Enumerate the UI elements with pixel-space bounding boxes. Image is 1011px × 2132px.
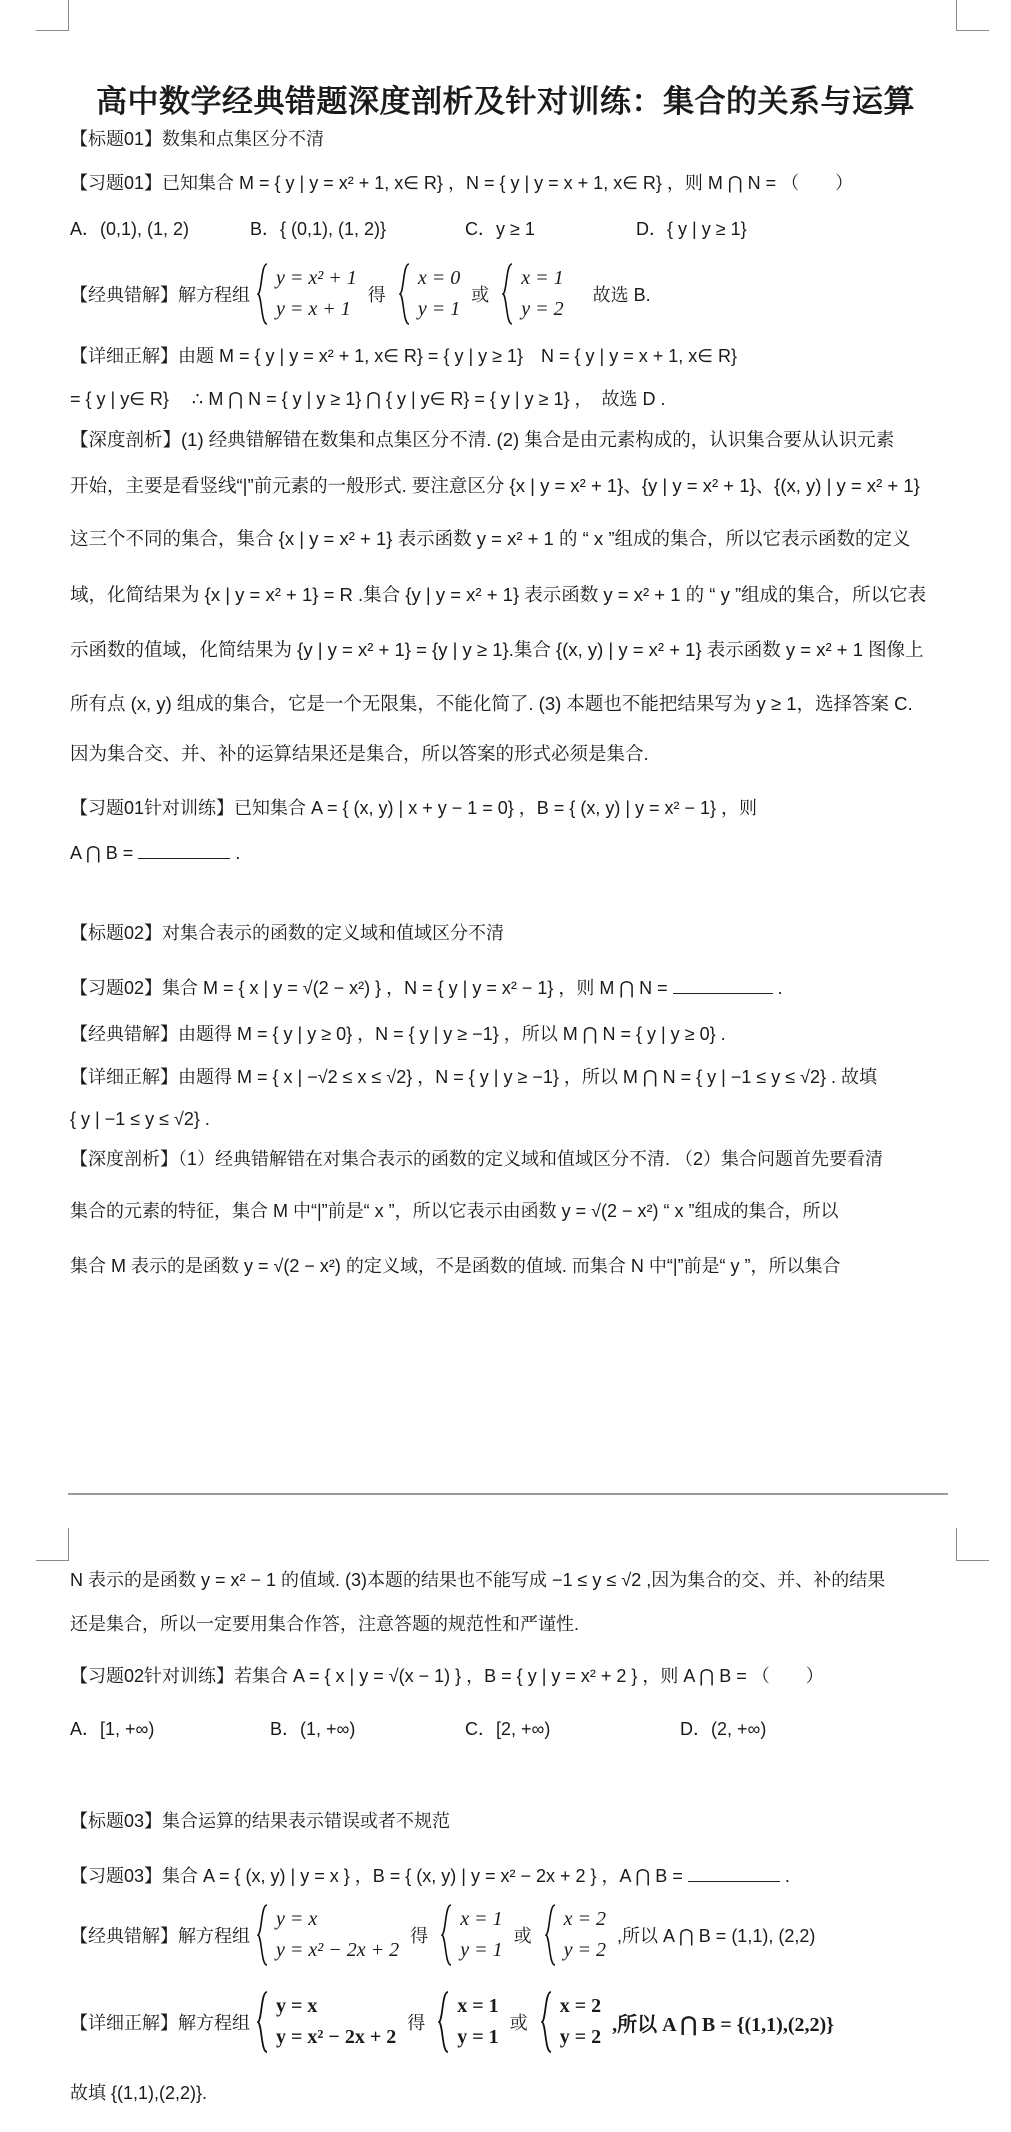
detail-solution-01-line1: 【详细正解】由题 M = { y | y = x² + 1, x∈ R} = { y | y ≥ 1} N = { y | y = x + 1, x∈ R} — [70, 346, 737, 366]
deep-analysis-01-line: 【深度剖析】(1) 经典错解错在数集和点集区分不清. (2) 集合是由元素构成的，认识集合要从认识元素 — [70, 429, 895, 450]
detail-solution-02-line1: 【详细正解】由题得 M = { x | −√2 ≤ x ≤ √2} ，N = { y | y ≥ −1} ，所以 M ⋂ N = { y | −1 ≤ y ≤ √2} . 故填 — [70, 1067, 878, 1087]
or-text: 或 — [513, 1926, 532, 1946]
solution-row: x = 1 — [521, 267, 564, 289]
option-b: B．{ (0,1), (1, 2)} — [250, 219, 387, 239]
detail-solution-01-line2: = { y | y∈ R} ∴ M ⋂ N = { y | y ≥ 1} ⋂ { y | y∈ R} = { y | y ≥ 1} ， 故选 D . — [70, 389, 666, 409]
solution-2 — [521, 263, 563, 325]
equation-row: y = x — [276, 1908, 318, 1930]
page-divider — [68, 1493, 948, 1495]
deep-analysis-02-line: 集合的元素的特征，集合 M 中“|”前是“ x ”，所以它表示由函数 y = √(2 − x²) “ x ”组成的集合，所以 — [70, 1201, 839, 1221]
left-brace-icon — [502, 262, 514, 326]
get-text: 得 — [367, 285, 386, 305]
left-brace-icon — [257, 262, 269, 326]
solution-row: y = 2 — [559, 2026, 602, 2048]
solution-row: y = 2 — [521, 298, 564, 320]
exercise-01: 【习题01】已知集合 M = { y | y = x² + 1, x∈ R} ，N = { y | y = x + 1, x∈ R} ，则 M ⋂ N = （ ） — [70, 173, 854, 193]
margin-corner-top-right — [956, 1528, 989, 1561]
left-brace-icon — [399, 262, 411, 326]
equation-row: y = x² + 1 — [276, 267, 357, 289]
get-text: 得 — [407, 2013, 426, 2033]
detail-solution-03 — [70, 1990, 840, 2054]
solution-1 — [418, 263, 460, 325]
deep-analysis-01-line: 因为集合交、并、补的运算结果还是集合，所以答案的形式必须是集合. — [70, 743, 649, 764]
option-d: D．(2, +∞) — [680, 1719, 767, 1739]
equation-system — [276, 1991, 396, 2053]
classic-wrong-solution-03 — [70, 1903, 821, 1967]
margin-corner-top-right — [956, 0, 989, 31]
or-text: 或 — [471, 285, 490, 305]
heading-02: 【标题02】对集合表示的函数的定义域和值域区分不清 — [70, 923, 505, 943]
equation-row: y = x² − 2x + 2 — [276, 1939, 400, 1961]
training-01-line2: A ⋂ B = . — [70, 840, 950, 865]
solution-row: y = 2 — [563, 1939, 606, 1961]
heading-03: 【标题03】集合运算的结果表示错误或者不规范 — [70, 1811, 451, 1831]
option-c: C．[2, +∞) — [465, 1719, 551, 1739]
solution-row: x = 2 — [559, 1995, 602, 2017]
left-brace-icon — [541, 1990, 553, 2054]
left-brace-icon — [441, 1903, 453, 1967]
final-answer-03: 故填 {(1,1),(2,2)}. — [70, 2083, 208, 2103]
deep-analysis-01-line: 示函数的值域，化简结果为 {y | y = x² + 1} = {y | y ≥ 1}.集合 {(x, y) | y = x² + 1} 表示函数 y = x² + 1 图像上 — [70, 639, 924, 660]
solution-row: y = 1 — [417, 298, 461, 320]
solution-1 — [460, 1904, 502, 1966]
equation-row: y = x² − 2x + 2 — [276, 2026, 397, 2048]
or-text: 或 — [509, 2013, 528, 2033]
page-2 — [0, 1525, 1011, 2132]
training-01-line1: 【习题01针对训练】已知集合 A = { (x, y) | x + y − 1 = 0} ，B = { (x, y) | y = x² − 1} ，则 — [70, 798, 758, 818]
answer-blank — [673, 975, 773, 994]
equation-row: y = x + 1 — [276, 298, 351, 320]
detail-label: 【详细正解】解方程组 — [70, 2013, 250, 2033]
left-brace-icon — [257, 1990, 269, 2054]
answer-blank — [688, 1863, 780, 1882]
deep-analysis-02-cont: N 表示的是函数 y = x² − 1 的值域. (3)本题的结果也不能写成 −1 ≤ y ≤ √2 ,因为集合的交、并、补的结果 — [70, 1570, 886, 1590]
option-a: A．[1, +∞) — [70, 1719, 155, 1739]
margin-corner-top-left — [36, 1528, 69, 1561]
classic-label: 【经典错解】解方程组 — [70, 285, 250, 305]
solution-row: y = 1 — [457, 2026, 499, 2048]
classic-wrong-solution-01 — [70, 262, 657, 326]
option-d: D．{ y | y ≥ 1} — [636, 219, 747, 239]
heading-01: 【标题01】数集和点集区分不清 — [70, 129, 325, 149]
deep-analysis-02-line: 【深度剖析】（1）经典错解错在对集合表示的函数的定义域和值域区分不清. （2）集合问题首先要看清 — [70, 1149, 884, 1169]
equation-system — [276, 1904, 399, 1966]
solution-row: x = 2 — [563, 1908, 606, 1930]
detail-solution-02-line2: { y | −1 ≤ y ≤ √2} . — [70, 1109, 210, 1129]
option-a: A．(0,1), (1, 2) — [70, 219, 190, 239]
deep-analysis-01-line: 这三个不同的集合，集合 {x | y = x² + 1} 表示函数 y = x² + 1 的 “ x ”组成的集合，所以它表示函数的定义 — [70, 528, 911, 549]
classic-label: 【经典错解】解方程组 — [70, 1926, 250, 1946]
exercise-02: 【习题02】集合 M = { x | y = √(2 − x²) } ，N = { y | y = x² − 1} ，则 M ⋂ N = . — [70, 975, 950, 1000]
option-b: B．(1, +∞) — [270, 1719, 356, 1739]
solution-2 — [564, 1904, 606, 1966]
deep-analysis-01-line: 域，化简结果为 {x | y = x² + 1} = R .集合 {y | y = x² + 1} 表示函数 y = x² + 1 的 “ y ”组成的集合，所以它表 — [70, 584, 927, 605]
left-brace-icon — [257, 1903, 269, 1967]
solution-1 — [457, 1991, 498, 2053]
solution-row: x = 1 — [460, 1908, 503, 1930]
left-brace-icon — [545, 1903, 557, 1967]
classic-result: ,所以 A ⋂ B = (1,1), (2,2) — [617, 1926, 816, 1946]
option-c: C．y ≥ 1 — [465, 219, 535, 239]
detail-result: ,所以 A ⋂ B = {(1,1),(2,2)} — [612, 2013, 835, 2036]
classic-wrong-02: 【经典错解】由题得 M = { y | y ≥ 0} ，N = { y | y ≥ −1} ，所以 M ⋂ N = { y | y ≥ 0} . — [70, 1024, 726, 1044]
answer-blank — [138, 840, 230, 859]
solution-row: x = 0 — [417, 267, 461, 289]
solution-2 — [560, 1991, 601, 2053]
solution-row: x = 1 — [457, 1995, 499, 2017]
exercise-02-text: 【习题02】集合 M = { x | y = √(2 − x²) } ，N = { y | y = x² − 1} ，则 M ⋂ N = — [70, 978, 673, 998]
exercise-03: 【习题03】集合 A = { (x, y) | y = x } ，B = { (x, y) | y = x² − 2x + 2 } ，A ⋂ B = . — [70, 1863, 950, 1888]
solution-row: y = 1 — [460, 1939, 503, 1961]
margin-corner-top-left — [36, 0, 69, 31]
exercise-03-text: 【习题03】集合 A = { (x, y) | y = x } ，B = { (x, y) | y = x² − 2x + 2 } ，A ⋂ B = — [70, 1866, 688, 1886]
left-brace-icon — [438, 1990, 450, 2054]
deep-analysis-01-line: 所有点 (x, y) 组成的集合，它是一个无限集，不能化简了. (3) 本题也不能把结果写为 y ≥ 1，选择答案 C. — [70, 693, 913, 714]
deep-analysis-01-line: 开始，主要是看竖线“|”前元素的一般形式. 要注意区分 {x | y = x² + 1}、{y | y = x² + 1}、{(x, y) | y = x² + 1} — [70, 475, 920, 496]
training-02: 【习题02针对训练】若集合 A = { x | y = √(x − 1) } ，B = { y | y = x² + 2 } ，则 A ⋂ B = （ ） — [70, 1666, 824, 1686]
deep-analysis-02-line: 集合 M 表示的是函数 y = √(2 − x²) 的定义域，不是函数的值域. 而集合 N 中“|”前是“ y ”，所以集合 — [70, 1256, 841, 1276]
equation-system — [276, 263, 357, 325]
training-01-prefix: A ⋂ B = — [70, 843, 139, 863]
equation-row: y = x — [276, 1995, 318, 2017]
conclusion-text: 故选 B. — [592, 285, 651, 305]
deep-analysis-02-cont: 还是集合，所以一定要用集合作答，注意答题的规范性和严谨性. — [70, 1614, 579, 1634]
page-gap — [0, 1300, 1011, 1525]
get-text: 得 — [410, 1926, 429, 1946]
document-title: 高中数学经典错题深度剖析及针对训练：集合的关系与运算 — [96, 84, 915, 119]
